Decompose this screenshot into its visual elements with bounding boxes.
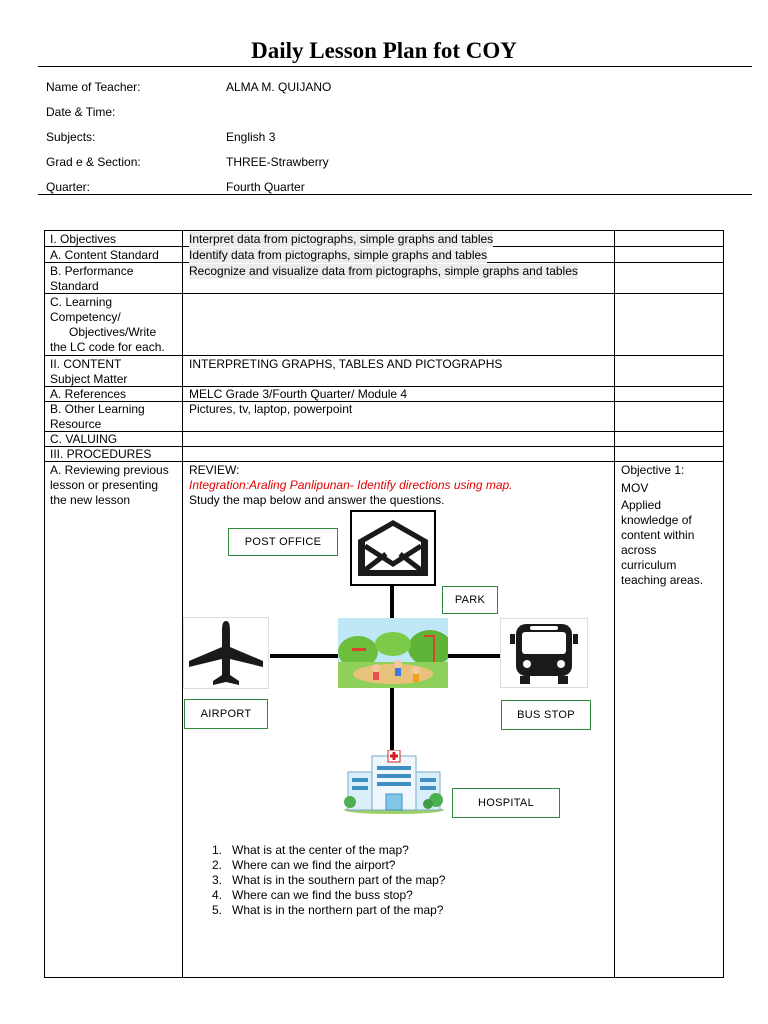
content-topic: INTERPRETING GRAPHS, TABLES AND PICTOGRAPHS [189, 357, 503, 371]
learning-competency-label-2: Competency/ [50, 310, 121, 324]
performance-standard-content: Recognize and visualize data from pictographs, simple graphs and tables [189, 264, 578, 278]
learning-competency-label-1: C. Learning [50, 295, 113, 309]
valuing-label: C. VALUING [50, 432, 118, 446]
objectives-content: Interpret data from pictographs, simple graphs and tables [189, 232, 494, 246]
teacher-label: Name of Teacher: [46, 80, 141, 94]
question-number: 3. [212, 873, 223, 887]
performance-standard-label: B. Performance [50, 264, 134, 278]
hospital-label: HOSPITAL [452, 788, 560, 818]
references-label: A. References [50, 387, 127, 401]
subjects-value: English 3 [226, 130, 276, 144]
question-text: Where can we find the airport? [232, 858, 396, 872]
question-text: What is at the center of the map? [232, 843, 409, 857]
content-label-2: Subject Matter [50, 372, 128, 386]
objective-line-1: Objective 1: [621, 463, 685, 477]
content-standard-label: A. Content Standard [50, 248, 159, 262]
page-title: Daily Lesson Plan fot COY [251, 38, 517, 63]
other-resource-content: Pictures, tv, laptop, powerpoint [189, 402, 353, 416]
question-number: 5. [212, 903, 223, 917]
quarter-label: Quarter: [46, 180, 91, 194]
subjects-label: Subjects: [46, 130, 96, 144]
map-instruction: Study the map below and answer the questions. [189, 493, 445, 507]
airplane-icon [183, 617, 269, 689]
learning-competency-label-4: the LC code for each. [50, 340, 165, 354]
park-label: PARK [442, 586, 498, 614]
date-label: Date & Time: [46, 105, 116, 119]
performance-standard-label-2: Standard [50, 279, 99, 293]
question-number: 1. [212, 843, 223, 857]
question-number: 4. [212, 888, 223, 902]
question-text: Where can we find the buss stop? [232, 888, 413, 902]
question-text: What is in the northern part of the map? [232, 903, 444, 917]
reviewing-label-3: the new lesson [50, 493, 131, 507]
park-image [338, 618, 448, 688]
other-resource-label-2: Resource [50, 417, 102, 431]
question-number: 2. [212, 858, 223, 872]
envelope-icon [350, 510, 436, 586]
airport-label: AIRPORT [184, 699, 268, 729]
teacher-value: ALMA M. QUIJANO [226, 80, 332, 94]
question-3 [212, 873, 445, 887]
review-heading: REVIEW: [189, 463, 240, 477]
quarter-value: Fourth Quarter [226, 180, 305, 194]
learning-competency-label-3: Objectives/Write [69, 325, 157, 339]
objective-line-4: knowledge of [621, 513, 692, 527]
objectives-label: I. Objectives [50, 232, 117, 246]
question-2 [212, 858, 395, 872]
hospital-building-icon [344, 750, 444, 814]
procedures-label: III. PROCEDURES [50, 447, 152, 461]
objective-line-6: across [621, 543, 657, 557]
post-office-label: POST OFFICE [228, 528, 338, 556]
question-1 [212, 843, 409, 857]
reviewing-label-1: A. Reviewing previous [50, 463, 169, 477]
other-resource-label-1: B. Other Learning [50, 402, 145, 416]
content-label-1: II. CONTENT [50, 357, 122, 371]
bus-stop-label: BUS STOP [501, 700, 591, 730]
objective-line-2: MOV [621, 481, 649, 495]
content-standard-content: Identify data from pictographs, simple graphs and tables [189, 248, 488, 262]
question-text: What is in the southern part of the map? [232, 873, 446, 887]
objective-line-8: teaching areas. [621, 573, 704, 587]
question-4 [212, 888, 413, 902]
references-content: MELC Grade 3/Fourth Quarter/ Module 4 [189, 387, 408, 401]
bus-icon [500, 618, 588, 688]
grade-section-label: Grad e & Section: [46, 155, 141, 169]
grade-section-value: THREE-Strawberry [226, 155, 329, 169]
objective-line-3: Applied [621, 498, 662, 512]
reviewing-label-2: lesson or presenting [50, 478, 159, 492]
integration-text: Integration:Araling Panlipunan- Identify directions using map. [189, 478, 513, 492]
objective-line-7: curriculum [621, 558, 677, 572]
question-5 [212, 903, 443, 917]
objective-line-5: content within [621, 528, 695, 542]
